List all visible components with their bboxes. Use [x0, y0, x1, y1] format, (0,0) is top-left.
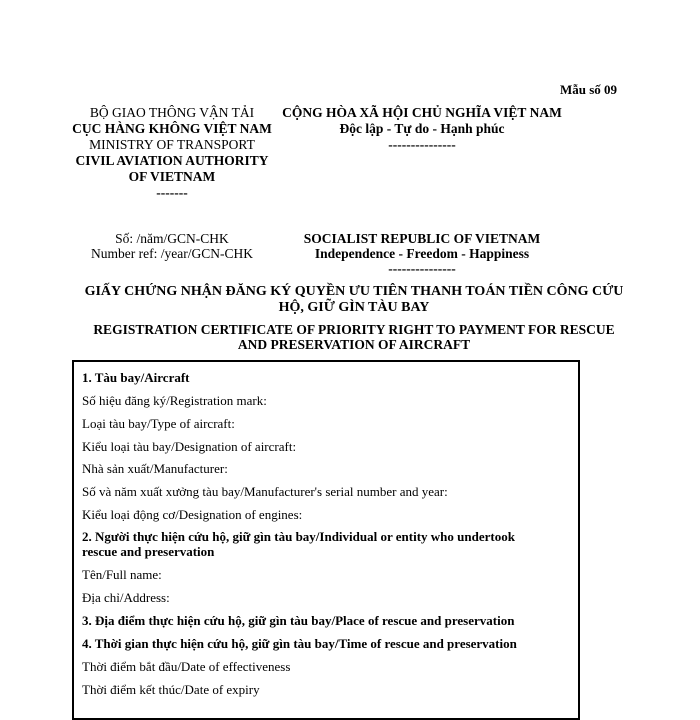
- national-title-en: SOCIALIST REPUBLIC OF VIETNAM: [303, 231, 541, 246]
- field-start-date: Thời điểm bắt đầu/Date of effectiveness: [82, 659, 291, 674]
- field-manufacturer: Nhà sản xuất/Manufacturer:: [82, 461, 228, 476]
- reference-numbers: [70, 231, 274, 261]
- ministry-en: MINISTRY OF TRANSPORT: [89, 137, 255, 152]
- authority-vn: CỤC HÀNG KHÔNG VIỆT NAM: [72, 121, 272, 136]
- authority-en: CIVIL AVIATION AUTHORITY OF VIETNAM: [75, 153, 269, 184]
- national-motto-en: Independence - Freedom - Happiness: [314, 246, 530, 261]
- field-full-name: Tên/Full name:: [82, 567, 162, 582]
- field-aircraft-designation: Kiểu loại tàu bay/Designation of aircraft:: [82, 439, 297, 454]
- issuing-authority-header: [70, 105, 274, 201]
- section-rescuer-heading: 2. Người thực hiện cứu hộ, giữ gìn tàu bay/Individual or entity who undertook rescue and preservation: [82, 529, 515, 559]
- section-time-heading: 4. Thời gian thực hiện cứu hộ, giữ gìn tàu bay/Time of rescue and preservation: [82, 636, 517, 651]
- section-aircraft-heading: 1. Tàu bay/Aircraft: [82, 370, 190, 385]
- left-divider: -------: [156, 185, 188, 200]
- field-end-date: Thời điểm kết thúc/Date of expiry: [82, 682, 260, 697]
- reference-number-vn: Số: /năm/GCN-CHK: [115, 231, 229, 246]
- national-title-vn: CỘNG HÒA XÃ HỘI CHỦ NGHĨA VIỆT NAM: [282, 105, 562, 120]
- field-address: Địa chỉ/Address:: [82, 590, 170, 605]
- field-registration-mark: Số hiệu đăng ký/Registration mark:: [82, 393, 267, 408]
- ministry-vn: BỘ GIAO THÔNG VẬN TẢI: [89, 105, 255, 120]
- document-title-en: REGISTRATION CERTIFICATE OF PRIORITY RIGHT TO PAYMENT FOR RESCUE AND PRESERVATION OF AIRCRAFT: [93, 322, 615, 352]
- reference-number-en: Number ref: /year/GCN-CHK: [91, 246, 253, 261]
- certificate-form-box: [72, 360, 580, 720]
- field-engine-designation: Kiểu loại động cơ/Designation of engines:: [82, 507, 303, 522]
- document-title-vn: GIẤY CHỨNG NHẬN ĐĂNG KÝ QUYỀN ƯU TIÊN THANH TOÁN TIỀN CÔNG CỨU HỘ, GIỮ GÌN TÀU BAY: [84, 284, 624, 315]
- national-header-en: [272, 231, 572, 276]
- field-serial-year: Số và năm xuất xưởng tàu bay/Manufacturer's serial number and year:: [82, 484, 448, 499]
- form-number: Mẫu số 09: [559, 82, 617, 97]
- right-divider-vn: ---------------: [388, 137, 456, 152]
- right-divider-en: ---------------: [388, 261, 456, 276]
- national-motto-vn: Độc lập - Tự do - Hạnh phúc: [339, 121, 505, 136]
- field-aircraft-type: Loại tàu bay/Type of aircraft:: [82, 416, 235, 431]
- national-header-vn: [272, 105, 572, 153]
- section-place-heading: 3. Địa điểm thực hiện cứu hộ, giữ gìn tàu bay/Place of rescue and preservation: [82, 613, 515, 628]
